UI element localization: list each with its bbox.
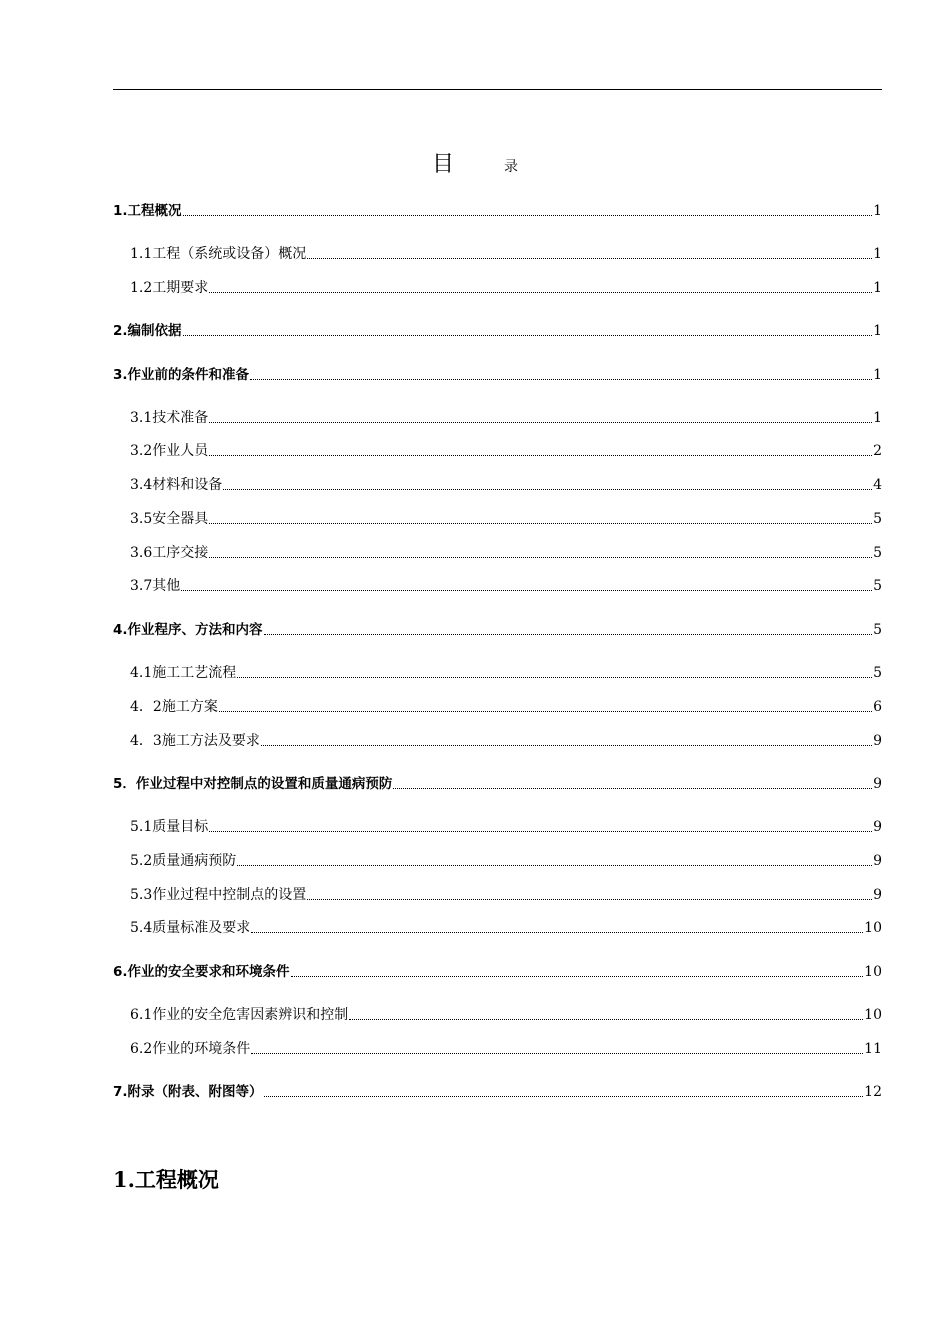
toc-entry-section[interactable] [113,576,882,596]
toc-entry-section[interactable] [113,918,882,938]
toc-entry-label: 1.工程概况 [113,203,182,219]
toc-entry-page: 5 [873,545,882,561]
toc-entry-page: 9 [873,819,882,835]
toc-entry-label: 2.编制依据 [113,323,182,339]
toc-entry-page: 9 [873,853,882,869]
toc-leader-dots [209,556,872,558]
toc-entry-label: 3.4材料和设备 [130,477,223,493]
toc-entry-label: 5.3作业过程中控制点的设置 [130,887,307,903]
toc-entry-label: 5.4质量标准及要求 [130,920,251,936]
toc-entry-chapter[interactable] [113,201,882,221]
toc-entry-section[interactable] [113,475,882,495]
toc-entry-page: 1 [873,203,882,219]
toc-entry-chapter[interactable] [113,1082,882,1102]
toc-entry-section[interactable] [113,441,882,461]
toc-entry-section[interactable] [113,885,882,905]
toc-entry-page: 4 [873,477,882,493]
toc-leader-dots [181,589,872,591]
toc-entry-label: 4.作业程序、方法和内容 [113,622,263,638]
toc-entry-label: 6.2作业的环境条件 [130,1041,251,1057]
toc-entry-chapter[interactable] [113,365,882,385]
toc-leader-dots [209,522,872,524]
toc-leader-dots [219,710,872,712]
toc-entry-section[interactable] [113,1005,882,1025]
toc-leader-dots [307,898,872,900]
toc-entry-page: 1 [873,367,882,383]
toc-leader-dots [250,378,872,380]
toc-entry-chapter[interactable] [113,774,882,794]
toc-entry-page: 1 [873,410,882,426]
toc-leader-dots [393,787,872,789]
toc-entry-label: 3.6工序交接 [130,545,209,561]
toc-entry-page: 10 [864,964,882,980]
toc-leader-dots [183,214,873,216]
toc-entry-label: 6.1作业的安全危害因素辨识和控制 [130,1007,349,1023]
toc-entry-label: 3.作业前的条件和准备 [113,367,250,383]
toc-entry-section[interactable] [113,408,882,428]
toc-entry-page: 2 [873,443,882,459]
toc-leader-dots [183,334,873,336]
toc-entry-page: 12 [864,1084,882,1100]
toc-leader-dots [209,421,872,423]
toc-entry-section[interactable] [113,663,882,683]
toc-entry-label: 3.2作业人员 [130,443,209,459]
toc-entry-section[interactable] [113,244,882,264]
toc-entry-page: 1 [873,246,882,262]
toc-entry-page: 5 [873,622,882,638]
toc-entry-label: 1.2工期要求 [130,280,209,296]
toc-title-main: 目 [431,152,454,177]
toc-leader-dots [291,975,864,977]
toc-entry-page: 9 [873,887,882,903]
toc-entry-label: 7.附录（附表、附图等） [113,1084,263,1100]
toc-title-sub: 录 [504,159,518,175]
toc-entry-label: 5.2质量通病预防 [130,853,237,869]
toc-leader-dots [209,830,872,832]
toc-entry-label: 4．2施工方案 [130,699,218,715]
section-heading: 1.工程概况 [113,1167,219,1192]
toc-entry-label: 4.1施工工艺流程 [130,665,237,681]
toc-entry-label: 1.1工程（系统或设备）概况 [130,246,307,262]
toc-entry-section[interactable] [113,817,882,837]
toc-entry-page: 9 [873,733,882,749]
toc-entry-label: 4．3施工方法及要求 [130,733,260,749]
toc-entry-page: 5 [873,511,882,527]
toc-leader-dots [251,1052,863,1054]
toc-leader-dots [209,291,872,293]
toc-entry-section[interactable] [113,543,882,563]
toc-leader-dots [237,864,872,866]
toc-entry-label: 3.5安全器具 [130,511,209,527]
toc-entry-section[interactable] [113,509,882,529]
toc-leader-dots [223,488,872,490]
toc-entry-chapter[interactable] [113,620,882,640]
toc-leader-dots [237,676,872,678]
toc-title [0,150,950,182]
toc-entry-section[interactable] [113,1039,882,1059]
toc-entry-page: 11 [864,1041,882,1057]
toc-entry-chapter[interactable] [113,962,882,982]
toc-entry-section[interactable] [113,851,882,871]
toc-entry-label: 5.1质量目标 [130,819,209,835]
toc-entry-page: 5 [873,578,882,594]
toc-entry-page: 10 [864,920,882,936]
toc-leader-dots [209,454,872,456]
toc-entry-page: 10 [864,1007,882,1023]
toc-leader-dots [251,931,863,933]
toc-entry-page: 1 [873,323,882,339]
toc-entry-page: 1 [873,280,882,296]
toc-entry-page: 6 [873,699,882,715]
toc-leader-dots [264,633,873,635]
header-rule [113,89,882,90]
toc-leader-dots [349,1018,863,1020]
toc-entry-label: 6.作业的安全要求和环境条件 [113,964,290,980]
toc-entry-label: 3.1技术准备 [130,410,209,426]
toc-entry-label: 5．作业过程中对控制点的设置和质量通病预防 [113,776,393,792]
toc-entry-section[interactable] [113,278,882,298]
toc-entry-page: 9 [873,776,882,792]
toc-entry-label: 3.7其他 [130,578,181,594]
toc-leader-dots [261,744,872,746]
toc-entry-chapter[interactable] [113,321,882,341]
toc-leader-dots [264,1095,864,1097]
toc-entry-section[interactable] [113,697,882,717]
toc-leader-dots [307,257,872,259]
toc-entry-section[interactable] [113,731,882,751]
toc-entry-page: 5 [873,665,882,681]
